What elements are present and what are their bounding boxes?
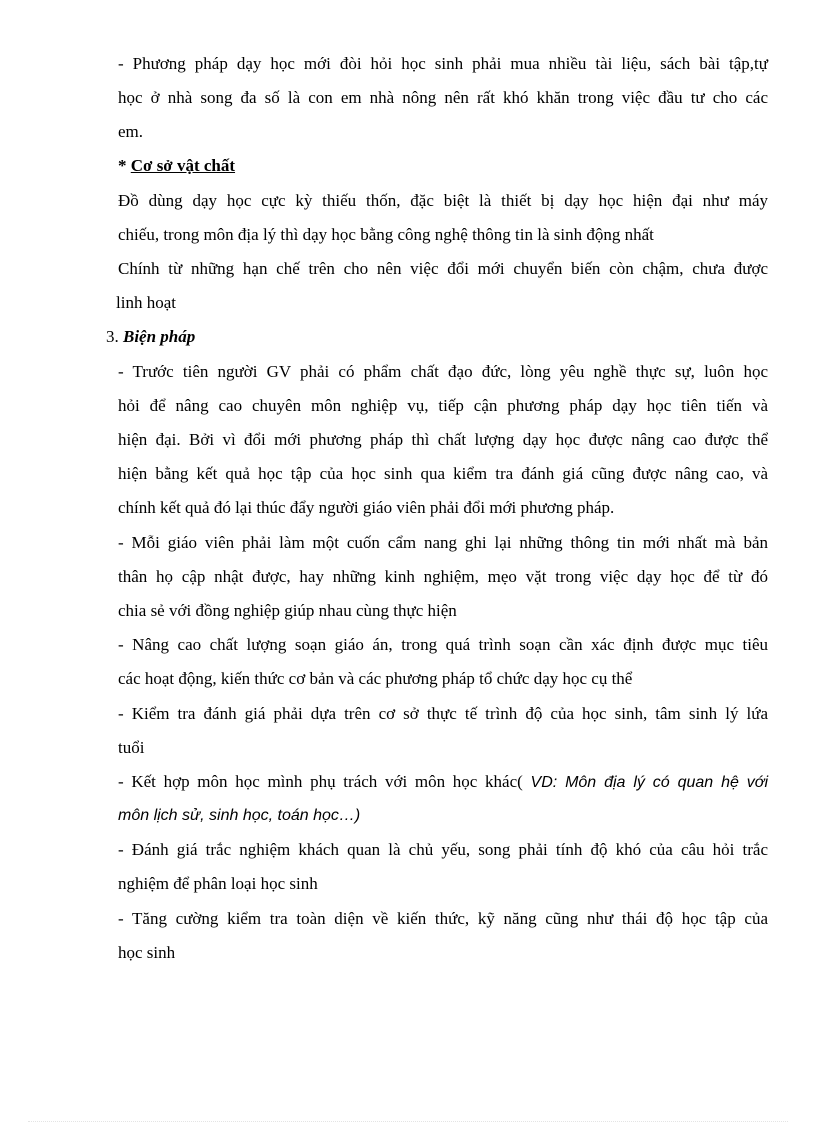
paragraph-line-1: - Phương pháp dạy học mới đòi hỏi học sinh phải mua nhiều tài liệu, sách bài tập,tự <box>118 54 768 73</box>
facilities-line-4: linh hoạt <box>116 293 176 312</box>
section-3-heading <box>106 325 195 349</box>
measures-line-5: chính kết quả đó lại thúc đẩy người giáo viên phải đổi mới phương pháp. <box>118 498 615 517</box>
measures-line-1: - Trước tiên người GV phải có phẩm chất đạo đức, lòng yêu nghề thực sự, luôn học <box>118 362 768 381</box>
paragraph-line-3: em. <box>118 122 144 141</box>
facilities-line-2: chiếu, trong môn địa lý thì dạy học bằng công nghệ thông tin là sinh động nhất <box>118 225 654 244</box>
measures-line-7: thân họ cập nhật được, hay những kinh nghiệm, mẹo vặt trong việc dạy học để từ đó <box>118 567 768 586</box>
paragraph-line-2: học ở nhà song đa số là con em nhà nông nên rất khó khăn trong việc đầu tư cho các <box>118 88 768 107</box>
facilities-heading-text: Cơ sở vật chất <box>130 156 236 175</box>
combine-subjects-line-2: môn lịch sử, sinh học, toán học…) <box>118 807 361 824</box>
heading-star-prefix: * <box>118 156 131 175</box>
page-bottom-edge <box>28 1121 788 1122</box>
measures-line-12: tuổi <box>118 738 145 757</box>
final-line-2: nghiệm để phân loại học sinh <box>118 874 318 893</box>
measures-line-6: - Mỗi giáo viên phải làm một cuốn cẩm nang ghi lại những thông tin mới nhất mà bản <box>118 533 768 552</box>
final-line-3: - Tăng cường kiểm tra toàn diện về kiến thức, kỹ năng cũng như thái độ học tập của <box>118 909 768 928</box>
measures-line-10: các hoạt động, kiến thức cơ bản và các phương pháp tổ chức dạy học cụ thể <box>118 669 633 688</box>
measures-line-11: - Kiểm tra đánh giá phải dựa trên cơ sở thực tế trình độ của học sinh, tâm sinh lý lứa <box>118 704 768 723</box>
section-3-number: 3. <box>106 327 123 346</box>
measures-line-9: - Nâng cao chất lượng soạn giáo án, trong quá trình soạn cần xác định được mục tiêu <box>118 635 768 654</box>
measures-line-2: hỏi để nâng cao chuyên môn nghiệp vụ, tiếp cận phương pháp dạy học tiên tiến và <box>118 396 768 415</box>
measures-line-8: chia sẻ với đồng nghiệp giúp nhau cùng thực hiện <box>118 601 457 620</box>
facilities-heading <box>118 154 235 178</box>
combine-subjects-example: VD: Môn địa lý có quan hệ với <box>530 774 768 791</box>
facilities-line-3: Chính từ những hạn chế trên cho nên việc đổi mới chuyển biến còn chậm, chưa được <box>118 259 768 278</box>
measures-line-3: hiện đại. Bởi vì đổi mới phương pháp thì chất lượng dạy học được nâng cao được thể <box>118 430 768 449</box>
final-line-4: học sinh <box>118 943 176 962</box>
combine-subjects-line-1 <box>118 770 768 794</box>
section-3-title: Biện pháp <box>123 327 196 346</box>
measures-line-4: hiện bằng kết quả học tập của học sinh qua kiểm tra đánh giá cũng được nâng cao, và <box>118 464 768 483</box>
combine-subjects-prefix: - Kết hợp môn học mình phụ trách với môn học khác( <box>118 772 531 791</box>
final-line-1: - Đánh giá trắc nghiệm khách quan là chủ yếu, song phải tính độ khó của câu hỏi trắc <box>118 840 768 859</box>
facilities-line-1: Đồ dùng dạy học cực kỳ thiếu thốn, đặc biệt là thiết bị dạy học hiện đại như máy <box>118 191 768 210</box>
